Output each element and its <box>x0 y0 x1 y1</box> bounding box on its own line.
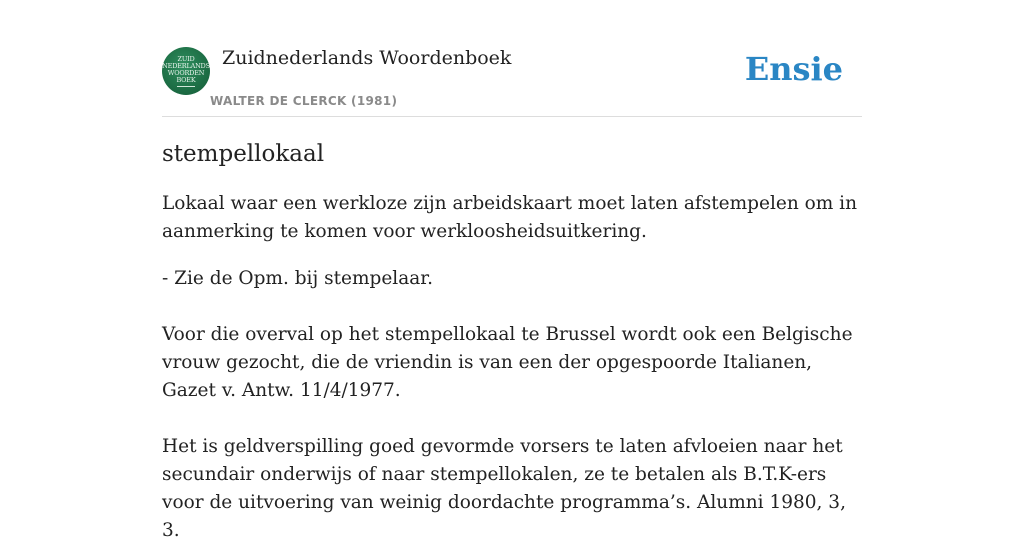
dictionary-header <box>162 46 862 117</box>
entry-note: - Zie de Opm. bij stempelaar. <box>162 268 433 289</box>
dictionary-author: WALTER DE CLERCK (1981) <box>210 94 398 108</box>
logo-line-3: WOORDEN <box>167 68 205 77</box>
entry-quote-2: Het is geldverspilling goed gevormde vorsers te laten afvloeien naar het secundair onderwijs of naar stempellokalen, ze te betalen als B.T.K-ers voor de uitvoering van weinig doordachte programma’s. Alumni 1980, 3, 3. <box>162 436 846 541</box>
entry-content <box>162 138 862 545</box>
logo-line-1: ZUID <box>177 54 195 63</box>
entry-definition: Lokaal waar een werkloze zijn arbeidskaart moet laten afstempelen om in aanmerking te komen voor werkloosheidsuitkering. <box>162 193 858 242</box>
dictionary-logo[interactable] <box>162 47 210 95</box>
logo-line-4: BOEK <box>176 75 196 84</box>
ensie-brand-logo[interactable]: Ensie <box>744 50 843 88</box>
dictionary-title[interactable]: Zuidnederlands Woordenboek <box>222 47 512 69</box>
entry-quote-1: Voor die overval op het stempellokaal te Brussel wordt ook een Belgische vrouw gezocht, die de vriendin is van een der opgespoorde Italianen, Gazet v. Antw. 11/4/1977. <box>162 324 853 401</box>
logo-line-2: NEDERLANDS <box>162 61 210 70</box>
logo-rule <box>177 86 195 87</box>
entry-title: stempellokaal <box>162 141 325 167</box>
